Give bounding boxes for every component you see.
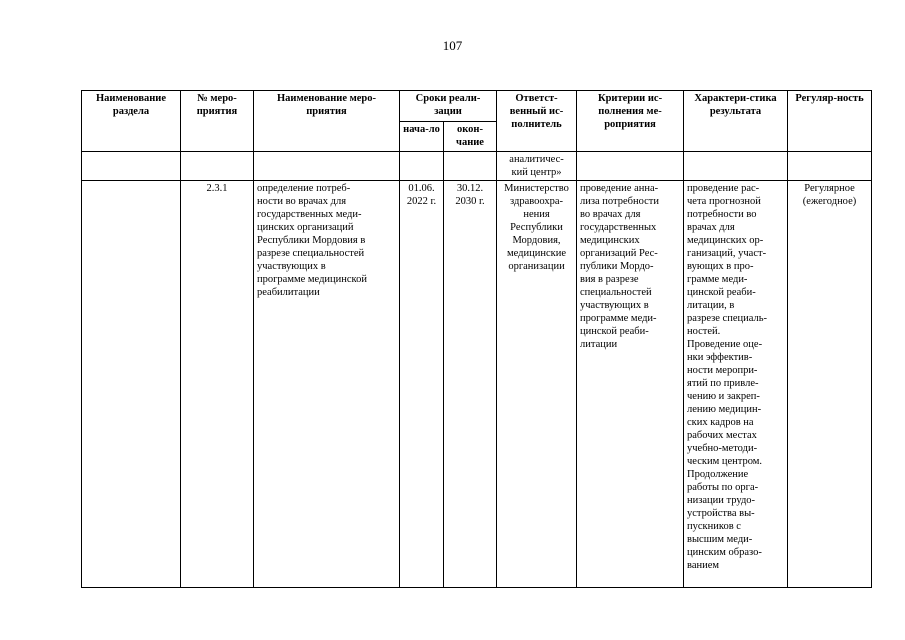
header-result: Характери-стика результата bbox=[684, 91, 788, 152]
cell-empty bbox=[444, 152, 497, 181]
cell-end: 30.12. 2030 г. bbox=[444, 181, 497, 588]
header-responsible: Ответст-венный ис-полнитель bbox=[497, 91, 577, 152]
cell-measure-no: 2.3.1 bbox=[181, 181, 254, 588]
cell-result: проведение рас- чета прогнозной потребности во врачах для медицинских ор- ганизаций, участ- вующих в про- грамме меди- цинской реаби- литации, в разрезе специаль- ностей. Проведение оце- нки эффектив- ности меропри- ятий по привле- чению и закреп- лению медицин- ских кадров на рабочих местах учебно-методи- ческим центром. Продолжение работы по орга- низации трудо- устройства вы- пускников с высшим меди- цинским образо- ванием bbox=[684, 181, 788, 588]
cell-empty bbox=[181, 152, 254, 181]
header-measure-no: № меро-приятия bbox=[181, 91, 254, 152]
header-end: окон-чание bbox=[444, 122, 497, 152]
cell-responsible: Министерство здравоохра- нения Республики Мордовия, медицинские организации bbox=[497, 181, 577, 588]
cell-empty bbox=[788, 152, 872, 181]
header-criteria: Критерии ис-полнения ме-роприятия bbox=[577, 91, 684, 152]
header-start: нача-ло bbox=[400, 122, 444, 152]
cell-start: 01.06. 2022 г. bbox=[400, 181, 444, 588]
header-section-name: Наименование раздела bbox=[82, 91, 181, 152]
table-row-continuation bbox=[82, 152, 872, 181]
cell-empty bbox=[577, 152, 684, 181]
cell-empty bbox=[82, 152, 181, 181]
cell-measure-name: определение потреб- ности во врачах для государственных меди- цинских организаций Республики Мордовия в разрезе специальностей участвующих в программе медицинской реабилитации bbox=[254, 181, 400, 588]
table-row bbox=[82, 181, 872, 588]
cell-section-name bbox=[82, 181, 181, 588]
page-number: 107 bbox=[442, 38, 463, 53]
cell-criteria: проведение анна- лиза потребности во врачах для государственных медицинских организаций Рес- публики Мордо- вия в разрезе специальностей участвующих в программе меди- цинской реаби- литации bbox=[577, 181, 684, 588]
cell-empty bbox=[684, 152, 788, 181]
header-terms: Сроки реали-зации bbox=[400, 91, 497, 122]
cell-empty bbox=[400, 152, 444, 181]
cell-responsible-continuation: аналитичес- кий центр» bbox=[497, 152, 577, 181]
header-measure-name: Наименование меро-приятия bbox=[254, 91, 400, 152]
header-regularity: Регуляр-ность bbox=[788, 91, 872, 152]
cell-empty bbox=[254, 152, 400, 181]
cell-regularity: Регулярное (ежегодное) bbox=[788, 181, 872, 588]
measures-table bbox=[81, 90, 872, 588]
